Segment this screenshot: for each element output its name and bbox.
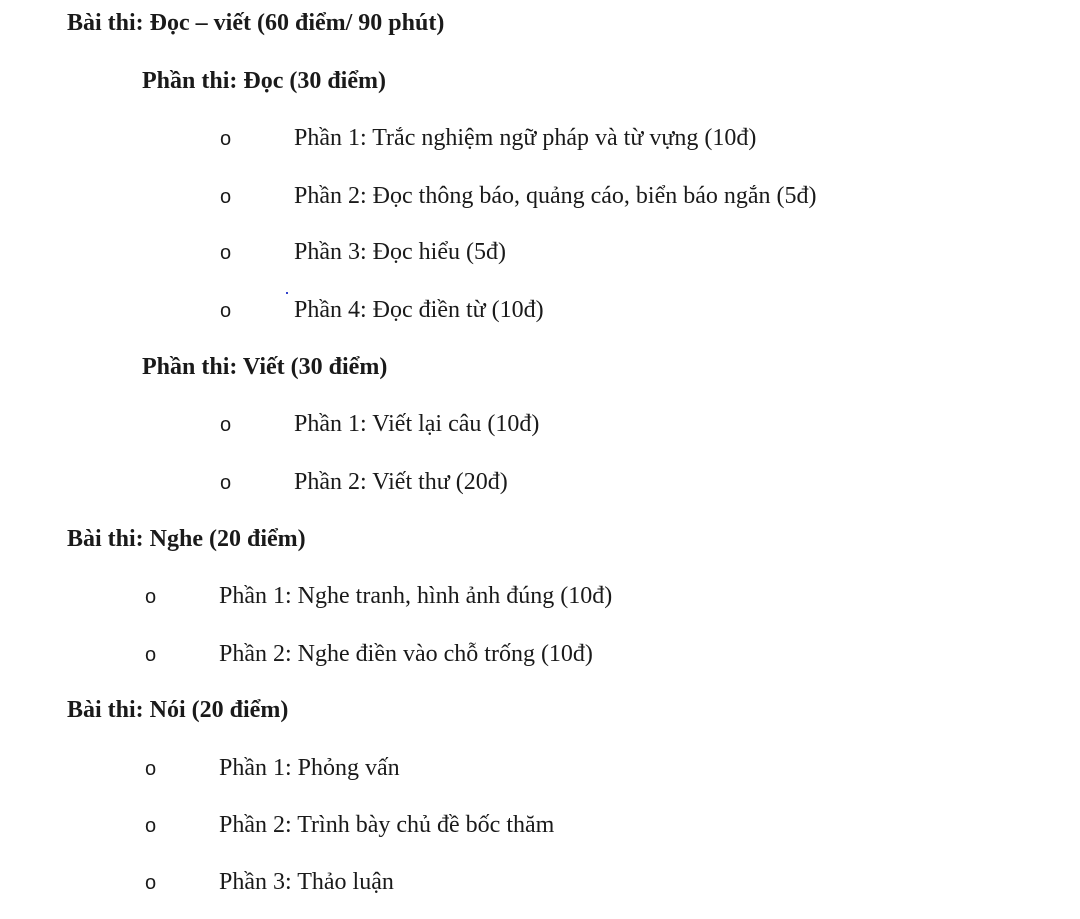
exam-speaking-title: Bài thi: Nói (20 điểm) [67, 697, 289, 723]
writing-part-1: Phần 1: Viết lại câu (10đ) [294, 411, 540, 437]
bullet-icon: o [220, 242, 232, 264]
section-reading-title: Phần thi: Đọc (30 điểm) [142, 68, 386, 94]
bullet-icon: o [220, 472, 232, 494]
bullet-icon: o [145, 644, 157, 666]
bullet-icon: o [145, 586, 157, 608]
reading-part-1: Phần 1: Trắc nghiệm ngữ pháp và từ vựng (10đ) [294, 125, 757, 151]
bullet-icon: o [145, 872, 157, 894]
listening-part-2: Phần 2: Nghe điền vào chỗ trống (10đ) [219, 641, 593, 667]
speaking-part-3: Phần 3: Thảo luận [219, 869, 394, 895]
reading-part-2: Phần 2: Đọc thông báo, quảng cáo, biển báo ngắn (5đ) [294, 183, 817, 209]
speaking-part-2: Phần 2: Trình bày chủ đề bốc thăm [219, 812, 555, 838]
bullet-icon: o [220, 414, 232, 436]
bullet-icon: o [220, 186, 232, 208]
stray-mark [286, 292, 288, 294]
section-writing-title: Phần thi: Viết (30 điểm) [142, 354, 388, 380]
bullet-icon: o [220, 128, 232, 150]
reading-part-3: Phần 3: Đọc hiểu (5đ) [294, 239, 506, 265]
speaking-part-1: Phần 1: Phỏng vấn [219, 755, 400, 781]
writing-part-2: Phần 2: Viết thư (20đ) [294, 469, 508, 495]
bullet-icon: o [220, 300, 232, 322]
listening-part-1: Phần 1: Nghe tranh, hình ảnh đúng (10đ) [219, 583, 613, 609]
reading-part-4: Phần 4: Đọc điền từ (10đ) [294, 297, 544, 323]
exam-listening-title: Bài thi: Nghe (20 điểm) [67, 526, 306, 552]
bullet-icon: o [145, 815, 157, 837]
bullet-icon: o [145, 758, 157, 780]
exam-reading-writing-title: Bài thi: Đọc – viết (60 điểm/ 90 phút) [67, 10, 445, 36]
